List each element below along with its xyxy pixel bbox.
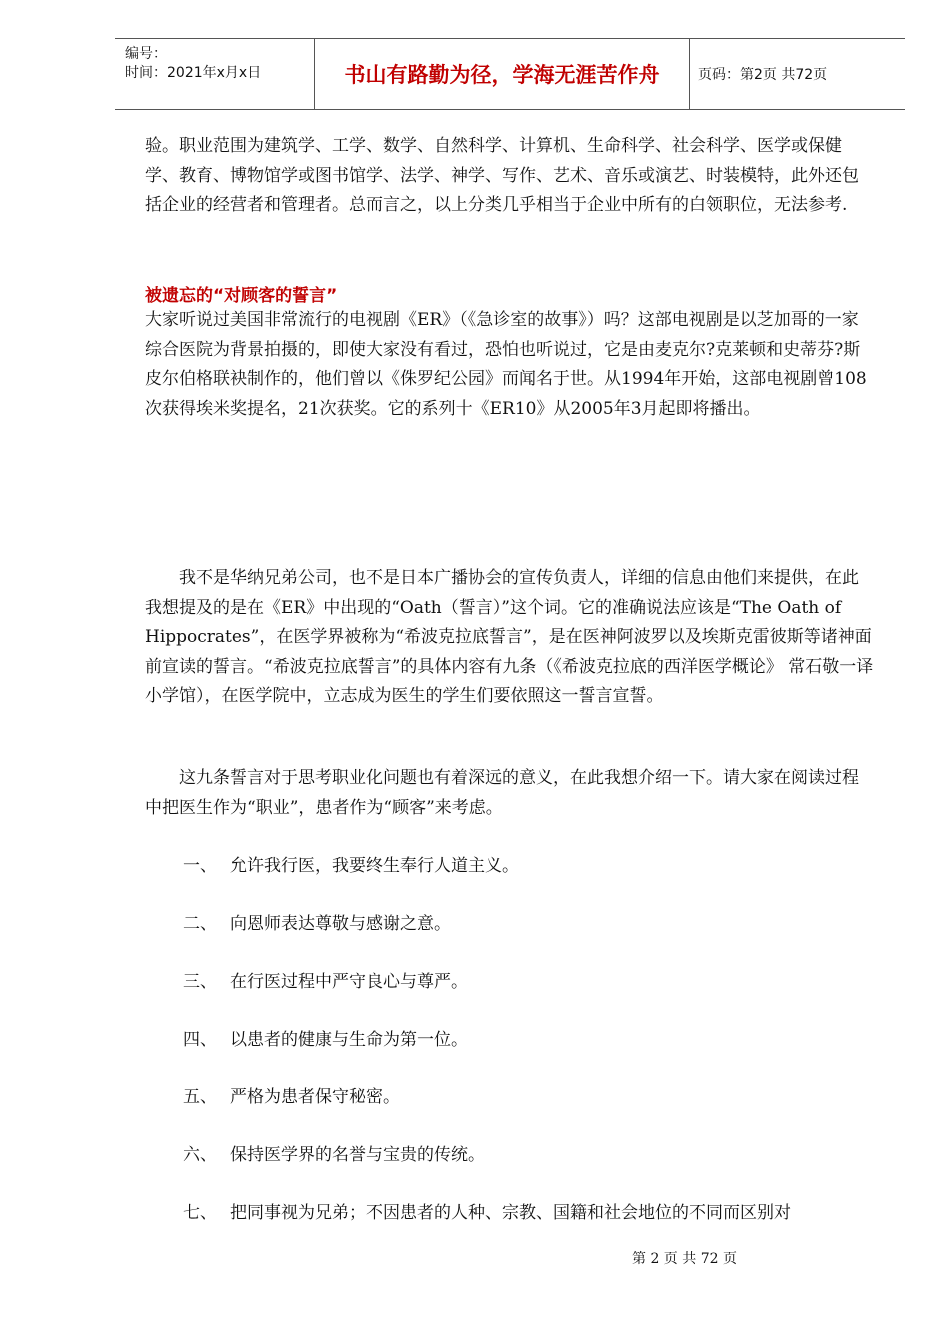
- oath-item-text: 保持医学界的名誉与宝贵的传统。: [230, 1145, 485, 1165]
- section-heading: 被遗忘的“对顾客的誓言”: [145, 286, 338, 306]
- er-paragraph: 大家听说过美国非常流行的电视剧《ER》（《急诊室的故事》）吗？这部电视剧是以芝加哥的一家综合医院为背景拍摄的，即使大家没有看过，恐怕也听说过，它是由麦克尔?克莱顿和史蒂芬?斯皮尔伯格联袂制作的，他们曾以《侏罗纪公园》而闻名于世。从1994年开始，这部电视剧曾108次获得埃米奖提名，21次获奖。它的系列十《ER10》从2005年3月起即将播出。: [145, 310, 867, 419]
- oath-item-number: 七、: [183, 1203, 217, 1223]
- oath-item-number: 六、: [183, 1145, 217, 1165]
- oath-item: [183, 852, 519, 881]
- header-page-code: 页码：第2页 共72页: [698, 67, 828, 83]
- oath-item-number: 四、: [183, 1030, 217, 1050]
- oath-item: [183, 968, 468, 997]
- oath-item: [183, 1141, 485, 1170]
- page-footer: 第 2 页 共 72 页: [632, 1251, 737, 1267]
- oath-item-number: 五、: [183, 1087, 217, 1107]
- oath-item-number: 二、: [183, 914, 217, 934]
- page-header: [115, 38, 905, 110]
- oath-item-text: 把同事视为兄弟；不因患者的人种、宗教、国籍和社会地位的不同而区别对: [230, 1203, 791, 1223]
- oath-item-text: 允许我行医，我要终生奉行人道主义。: [230, 856, 519, 876]
- intro-paragraph: 验。职业范围为建筑学、工学、数学、自然科学、计算机、生命科学、社会科学、医学或保健学、教育、博物馆学或图书馆学、法学、神学、写作、艺术、音乐或演艺、时装模特，此外还包括企业的经营者和管理者。总而言之，以上分类几乎相当于企业中所有的白领职位，无法参考.: [145, 136, 859, 215]
- time-label: 时间：2021年x月x日: [125, 65, 262, 81]
- oath-item: [183, 1199, 791, 1228]
- number-label: 编号：: [125, 46, 167, 62]
- header-meta-cell: [115, 39, 315, 109]
- oath-item: [183, 910, 451, 939]
- header-motto: 书山有路勤为径，学海无涯苦作舟: [315, 39, 690, 109]
- oath-item-text: 以患者的健康与生命为第一位。: [230, 1030, 468, 1050]
- oath-item: [183, 1026, 468, 1055]
- oath-item-text: 严格为患者保守秘密。: [230, 1087, 400, 1107]
- oath-paragraph: 我不是华纳兄弟公司，也不是日本广播协会的宣传负责人，详细的信息由他们来提供，在此我想提及的是在《ER》中出现的“Oath（誓言）”这个词。它的准确说法应该是“The Oath of Hippocrates”，在医学界被称为“希波克拉底誓言”，是在医神阿波罗以及埃斯克雷彼斯等诸神面前宣读的誓言。“希波克拉底誓言”的具体内容有九条（《希波克拉底的西洋医学概论》 常石敬一译 小学馆），在医学院中，立志成为医生的学生们要依照这一誓言宣誓。: [145, 568, 874, 706]
- nine-oaths-paragraph: 这九条誓言对于思考职业化问题也有着深远的意义，在此我想介绍一下。请大家在阅读过程中把医生作为“职业”，患者作为“顾客”来考虑。: [145, 768, 859, 818]
- oath-item-text: 在行医过程中严守良心与尊严。: [230, 972, 468, 992]
- oath-item: [183, 1083, 400, 1112]
- oath-item-number: 一、: [183, 856, 217, 876]
- oath-item-text: 向恩师表达尊敬与感谢之意。: [230, 914, 451, 934]
- oath-item-number: 三、: [183, 972, 217, 992]
